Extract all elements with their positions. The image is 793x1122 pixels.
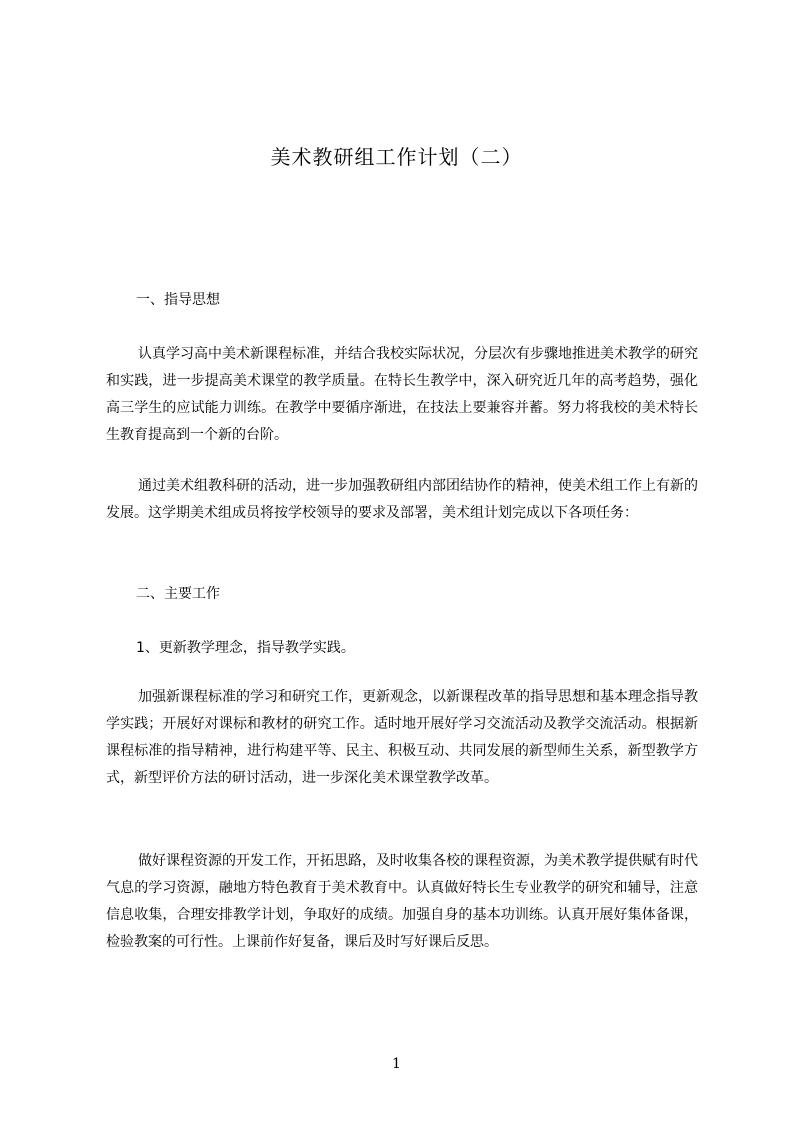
paragraph-tasks-intro: 通过美术组教科研的活动，进一步加强教研组内部团结协作的精神，使美术组工作上有新的发展。这学期美术组成员将按学校领导的要求及部署，美术组计划完成以下各项任务：	[106, 478, 698, 521]
section-heading-guiding-ideology: 一、指导思想	[136, 292, 220, 308]
section-heading-main-work: 二、主要工作	[136, 586, 220, 602]
paragraph-curriculum-resources: 做好课程资源的开发工作，开拓思路，及时收集各校的课程资源，为美术教学提供赋有时代气息的学习资源，融地方特色教育于美术教育中。认真做好特长生专业教学的研究和辅导，注意信息收集，合理安排教学计划，争取好的成绩。加强自身的基本功训练。认真开展好集体备课，检验教案的可行性。上课前作好复备，课后及时写好课后反思。	[106, 853, 698, 950]
document-title: 美术教研组工作计划（二）	[270, 145, 523, 169]
page-number: 1	[392, 1056, 401, 1072]
paragraph-curriculum-standards: 加强新课程标准的学习和研究工作，更新观念，以新课程改革的指导思想和基本理念指导教学实践；开展好对课标和教材的研究工作。适时地开展好学习交流活动及教学交流活动。根据新课程标准的指导精神，进行构建平等、民主、积极互动、共同发展的新型师生关系，新型教学方式，新型评价方法的研讨活动，进一步深化美术课堂教学改革。	[106, 689, 698, 786]
paragraph-guiding-ideology: 认真学习高中美术新课程标准，并结合我校实际状况，分层次有步骤地推进美术教学的研究和实践，进一步提高美术课堂的教学质量。在特长生教学中，深入研究近几年的高考趋势，强化高三学生的应试能力训练。在教学中要循序渐进，在技法上要兼容并蓄。努力将我校的美术特长生教育提高到一个新的台阶。	[106, 346, 698, 443]
subsection-heading-update-teaching-concepts: 1、更新教学理念，指导教学实践。	[136, 640, 355, 656]
